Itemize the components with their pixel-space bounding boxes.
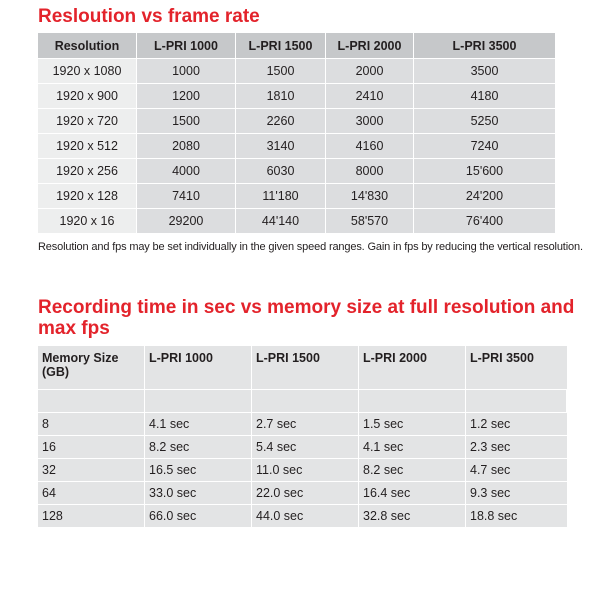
table-cell: 5250 bbox=[414, 108, 555, 133]
column-header-lpri-3500: L-PRI 3500 bbox=[414, 33, 555, 58]
table-cell: 32.8 sec bbox=[359, 504, 466, 527]
table-cell: 7240 bbox=[414, 133, 555, 158]
row-label-cell: 8 bbox=[38, 412, 145, 435]
table-cell: 1200 bbox=[137, 83, 236, 108]
table-cell: 4000 bbox=[137, 158, 236, 183]
table-cell: 9.3 sec bbox=[466, 481, 567, 504]
table-cell: 8.2 sec bbox=[145, 435, 252, 458]
table-cell: 4.7 sec bbox=[466, 458, 567, 481]
table-row bbox=[38, 58, 555, 83]
column-header-lpri-1000: L-PRI 1000 bbox=[145, 346, 252, 389]
table-cell: 2.7 sec bbox=[252, 412, 359, 435]
row-label-cell: 64 bbox=[38, 481, 145, 504]
table-cell: 11'180 bbox=[236, 183, 326, 208]
table-cell: 3140 bbox=[236, 133, 326, 158]
column-header-lpri-1500: L-PRI 1500 bbox=[236, 33, 326, 58]
table-row bbox=[38, 158, 555, 183]
framerate-table-title: Resloution vs frame rate bbox=[38, 6, 260, 27]
recording-time-table bbox=[38, 346, 567, 527]
table-cell: 8.2 sec bbox=[359, 458, 466, 481]
table-header-row bbox=[38, 346, 567, 389]
table-row bbox=[38, 108, 555, 133]
table-cell: 4160 bbox=[326, 133, 414, 158]
table-row bbox=[38, 481, 567, 504]
table-cell: 2260 bbox=[236, 108, 326, 133]
table-cell: 15'600 bbox=[414, 158, 555, 183]
table-cell: 2.3 sec bbox=[466, 435, 567, 458]
table-cell: 3500 bbox=[414, 58, 555, 83]
row-label-cell: 1920 x 16 bbox=[38, 208, 137, 233]
column-header-lpri-2000: L-PRI 2000 bbox=[359, 346, 466, 389]
column-header-lpri-1000: L-PRI 1000 bbox=[137, 33, 236, 58]
table-cell: 4.1 sec bbox=[359, 435, 466, 458]
table-header-row bbox=[38, 33, 555, 58]
row-label-cell: 1920 x 900 bbox=[38, 83, 137, 108]
table-cell: 7410 bbox=[137, 183, 236, 208]
recording-time-table-title: Recording time in sec vs memory size at full resolution and max fps bbox=[38, 297, 575, 339]
row-label-cell: 1920 x 1080 bbox=[38, 58, 137, 83]
framerate-table-note: Resolution and fps may be set individually in the given speed ranges. Gain in fps by reducing the vertical resolution. bbox=[38, 241, 583, 253]
table-cell: 1000 bbox=[137, 58, 236, 83]
table-row bbox=[38, 412, 567, 435]
table-cell: 44.0 sec bbox=[252, 504, 359, 527]
table-cell: 76'400 bbox=[414, 208, 555, 233]
table-spacer-row bbox=[38, 389, 567, 412]
row-label-cell: 1920 x 512 bbox=[38, 133, 137, 158]
table-cell: 1.2 sec bbox=[466, 412, 567, 435]
table-cell: 1500 bbox=[137, 108, 236, 133]
table-row bbox=[38, 435, 567, 458]
column-header-memory-size: Memory Size (GB) bbox=[38, 346, 145, 389]
table-row bbox=[38, 504, 567, 527]
table-row bbox=[38, 458, 567, 481]
table-cell: 1810 bbox=[236, 83, 326, 108]
row-label-cell: 32 bbox=[38, 458, 145, 481]
table-cell: 2410 bbox=[326, 83, 414, 108]
table-cell: 1500 bbox=[236, 58, 326, 83]
table-cell: 1.5 sec bbox=[359, 412, 466, 435]
table-cell: 14'830 bbox=[326, 183, 414, 208]
table-cell: 58'570 bbox=[326, 208, 414, 233]
row-label-cell: 1920 x 720 bbox=[38, 108, 137, 133]
column-header-lpri-1500: L-PRI 1500 bbox=[252, 346, 359, 389]
table-cell: 22.0 sec bbox=[252, 481, 359, 504]
table-cell: 16.4 sec bbox=[359, 481, 466, 504]
table-cell: 5.4 sec bbox=[252, 435, 359, 458]
table-cell: 11.0 sec bbox=[252, 458, 359, 481]
table-cell: 2000 bbox=[326, 58, 414, 83]
column-header-resolution: Resolution bbox=[38, 33, 137, 58]
table-row bbox=[38, 208, 555, 233]
table-cell: 44'140 bbox=[236, 208, 326, 233]
table-row bbox=[38, 83, 555, 108]
table-cell: 33.0 sec bbox=[145, 481, 252, 504]
table-cell: 66.0 sec bbox=[145, 504, 252, 527]
table-cell: 6030 bbox=[236, 158, 326, 183]
table-cell: 18.8 sec bbox=[466, 504, 567, 527]
table-row bbox=[38, 133, 555, 158]
table-cell: 2080 bbox=[137, 133, 236, 158]
table-cell: 8000 bbox=[326, 158, 414, 183]
framerate-table bbox=[38, 33, 555, 233]
column-header-lpri-3500: L-PRI 3500 bbox=[466, 346, 567, 389]
row-label-cell: 1920 x 128 bbox=[38, 183, 137, 208]
column-header-lpri-2000: L-PRI 2000 bbox=[326, 33, 414, 58]
table-cell: 3000 bbox=[326, 108, 414, 133]
table-cell: 24'200 bbox=[414, 183, 555, 208]
row-label-cell: 128 bbox=[38, 504, 145, 527]
row-label-cell: 1920 x 256 bbox=[38, 158, 137, 183]
table-row bbox=[38, 183, 555, 208]
table-cell: 4.1 sec bbox=[145, 412, 252, 435]
table-cell: 16.5 sec bbox=[145, 458, 252, 481]
table-cell: 29200 bbox=[137, 208, 236, 233]
row-label-cell: 16 bbox=[38, 435, 145, 458]
table-cell: 4180 bbox=[414, 83, 555, 108]
